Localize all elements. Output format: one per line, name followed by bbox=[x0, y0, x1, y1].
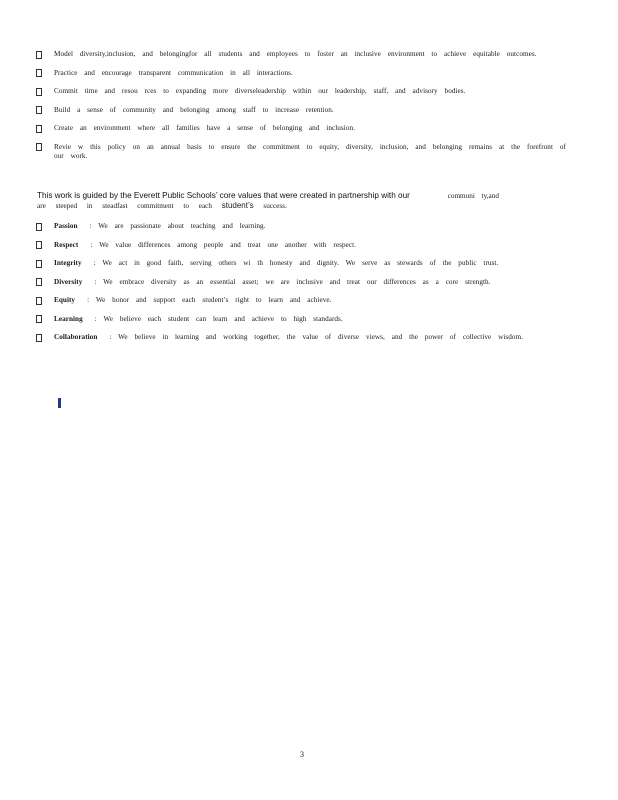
bullet-box-icon bbox=[36, 241, 42, 249]
intro-lead: This work is guided by the Everett Public Schools’ core values that were created in partnership with our bbox=[37, 191, 410, 200]
value-name: Passion bbox=[54, 222, 78, 230]
value-desc: : We believe in learning and working together, the value of diverse views, and the power of collective wisdom. bbox=[109, 333, 524, 341]
value-name: Integrity bbox=[54, 259, 82, 267]
value-item bbox=[36, 296, 566, 305]
bullet-box-icon bbox=[36, 334, 42, 342]
value-name: Collaboration bbox=[54, 333, 98, 341]
intro-line2-start: are steeped in steadfast commitment to each bbox=[37, 202, 212, 210]
goal-text: Practice and encourage transparent communication in all interactions. bbox=[54, 68, 293, 77]
value-desc: : We are passionate about teaching and learning. bbox=[89, 222, 266, 230]
value-desc: : We act in good faith, serving others wi th honesty and dignity. We serve as stewards of the public trust. bbox=[93, 259, 499, 267]
value-item bbox=[36, 315, 566, 324]
goal-text: Model diversity,inclusion, and belongingfor all students and employees to foster an inclusive environment to achieve equitable outcomes. bbox=[54, 50, 537, 58]
intro-line2-end: success. bbox=[263, 202, 287, 210]
goal-item bbox=[36, 87, 566, 96]
goal-item bbox=[36, 124, 566, 133]
bullet-box-icon bbox=[36, 278, 42, 286]
goal-text: Commit time and resou rces to expanding more diverseleadership within our leadership, staff, and advisory bodies. bbox=[54, 87, 466, 95]
value-name: Respect bbox=[54, 240, 79, 249]
goal-text: Build a sense of community and belonging among staff to increase retention. bbox=[54, 105, 334, 114]
bullet-box-icon bbox=[36, 88, 42, 96]
page-number: 3 bbox=[300, 750, 304, 759]
bullet-box-icon bbox=[36, 260, 42, 268]
value-desc: : We embrace diversity as an essential asset; we are inclusive and treat our differences as a core strength. bbox=[94, 277, 491, 286]
intro-line2 bbox=[37, 201, 559, 211]
value-name: Equity bbox=[54, 296, 76, 304]
goal-item bbox=[36, 50, 566, 59]
bullet-box-icon bbox=[36, 297, 42, 305]
value-item bbox=[36, 259, 566, 268]
value-desc: : We value differences among people and treat one another with respect. bbox=[90, 240, 356, 249]
value-desc: : We believe each student can learn and achieve to high standards. bbox=[94, 314, 343, 323]
goal-item bbox=[36, 69, 566, 78]
core-values-intro bbox=[37, 191, 559, 211]
goal-text: Create an environment where all families have a sense of belonging and inclusion. bbox=[54, 124, 355, 132]
bullet-box-icon bbox=[36, 223, 42, 231]
intro-tail: communi ty,and bbox=[447, 192, 499, 200]
bullet-box-icon bbox=[36, 51, 42, 59]
value-name: Learning bbox=[54, 314, 83, 323]
value-name: Diversity bbox=[54, 277, 83, 286]
core-values-list bbox=[36, 222, 566, 352]
bullet-box-icon bbox=[36, 125, 42, 133]
bullet-box-icon bbox=[36, 315, 42, 323]
value-item bbox=[36, 278, 566, 287]
goal-item bbox=[36, 143, 566, 161]
bullet-box-icon bbox=[36, 69, 42, 77]
text-cursor-marker bbox=[58, 398, 61, 408]
goals-list bbox=[36, 50, 566, 170]
value-item bbox=[36, 241, 566, 250]
value-item bbox=[36, 333, 566, 342]
bullet-box-icon bbox=[36, 106, 42, 114]
value-item bbox=[36, 222, 566, 231]
goal-text: Revie w this policy on an annual basis to ensure the commitment to equity, diversity, inclusion, and belonging remains at the forefront of our work. bbox=[54, 142, 566, 160]
intro-student: student’s bbox=[221, 201, 254, 210]
value-desc: : We honor and support each student’s right to learn and achieve. bbox=[87, 296, 332, 304]
goal-item bbox=[36, 106, 566, 115]
bullet-box-icon bbox=[36, 143, 42, 151]
